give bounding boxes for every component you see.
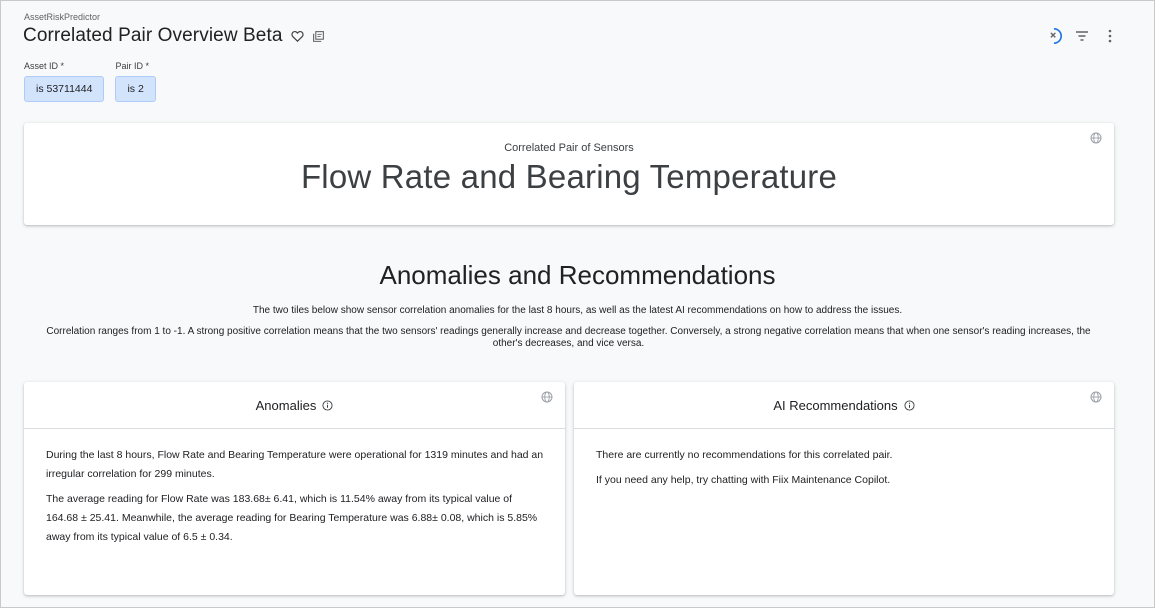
info-icon[interactable] [322,400,333,411]
filter-label: Asset ID * [24,61,65,71]
recommendations-title: AI Recommendations [773,397,898,413]
filter-label: Pair ID * [115,61,149,71]
header-title: Flow Rate and Bearing Temperature [300,158,838,195]
filter-asset-id [24,61,104,102]
page-title: Correlated Pair Overview Beta [23,25,283,46]
filter-chip-pair-id[interactable]: is 2 [115,76,155,102]
recommendations-header [574,382,1114,429]
recommendations-tile [574,382,1114,595]
header-subtitle: Correlated Pair of Sensors [504,142,634,154]
copy-icon[interactable] [312,30,325,43]
correlation-description: Correlation ranges from 1 to -1. A strong positive correlation means that the two sensors' readings generally increase and decrease together. Conversely, a strong negative correlation means that when one sensor's reading increases, the other's decreases, and vice versa. [46,326,1091,349]
anomalies-title: Anomalies [255,397,317,413]
heart-outline-icon[interactable] [291,30,304,42]
title-row [23,25,325,47]
app-name: AssetRiskPredictor [24,12,101,22]
more-vert-icon[interactable] [1100,26,1120,46]
recommendations-paragraph: There are currently no recommendations for this correlated pair. [596,449,893,461]
dashboard-actions [1044,26,1120,46]
filter-chip-asset-id[interactable]: is 53711444 [24,76,104,102]
section-title: Anomalies and Recommendations [379,260,776,290]
filter-icon[interactable] [1072,26,1092,46]
info-icon[interactable] [904,400,915,411]
section-description: The two tiles below show sensor correlation anomalies for the last 8 hours, as well as the latest AI recommendations on how to address the issues. [252,305,903,316]
loading-cancel-icon[interactable] [1044,26,1064,46]
filter-pair-id [115,61,155,102]
anomalies-header [24,382,565,429]
recommendations-paragraph: If you need any help, try chatting with Fiix Maintenance Copilot. [596,474,891,486]
filter-bar [24,61,156,102]
anomalies-paragraph: During the last 8 hours, Flow Rate and Bearing Temperature were operational for 1319 minutes and had an irregular correlation for 299 minutes. [46,449,544,480]
header-tile [24,123,1114,225]
anomalies-tile [24,382,565,595]
recommendations-body [596,446,1094,496]
anomalies-body [46,446,545,553]
anomalies-paragraph: The average reading for Flow Rate was 183.68± 6.41, which is 11.54% away from its typical value of 164.68 ± 25.41. Meanwhile, the average reading for Bearing Temperature was 6.88± 0.08, which is 5.85% away from its typical value of 6.5 ± 0.34. [46,493,538,543]
